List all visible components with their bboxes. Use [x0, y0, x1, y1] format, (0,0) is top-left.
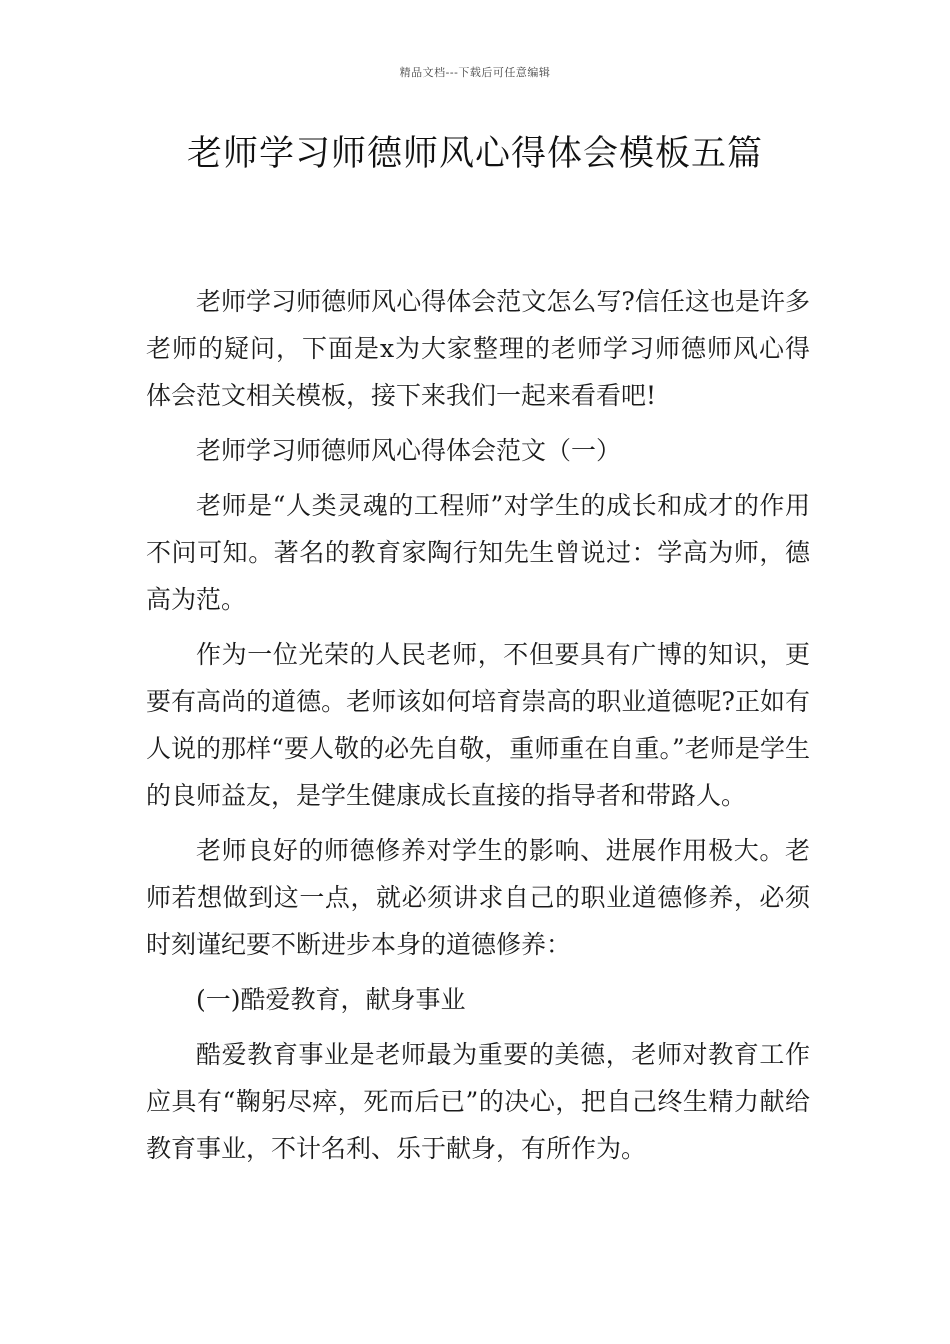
- paragraph: 老师良好的师德修养对学生的影响、进展作用极大。老师若想做到这一点，就必须讲求自己的职业道德修养，必须时刻谨纪要不断进步本身的道德修养：: [146, 836, 810, 959]
- paragraph-intro: 老师学习师德师风心得体会范文怎么写?信任这也是许多老师的疑问，下面是x为大家整理的老师学习师德师风心得体会范文相关模板，接下来我们一起来看看吧!: [146, 287, 810, 410]
- paragraph: 作为一位光荣的人民老师，不但要具有广博的知识，更要有高尚的道德。老师该如何培育崇高的职业道德呢?正如有人说的那样“要人敬的必先自敬，重师重在自重。”老师是学生的良师益友，是学生健康成长直接的指导者和带路人。: [146, 640, 810, 810]
- header-note: 精品文档---下载后可任意编辑: [399, 66, 551, 79]
- paragraph: 酷爱教育事业是老师最为重要的美德，老师对教育工作应具有“鞠躬尽瘁，死而后已”的决心，把自己终生精力献给教育事业，不计名利、乐于献身，有所作为。: [146, 1040, 810, 1163]
- document-title: 老师学习师德师风心得体会模板五篇: [186, 134, 763, 174]
- document-body: [146, 278, 810, 1180]
- paragraph: 老师是“人类灵魂的工程师”对学生的成长和成才的作用不问可知。著名的教育家陶行知先生曾说过：学高为师，德高为范。: [146, 491, 810, 614]
- section-heading-1: 老师学习师德师风心得体会范文（一）: [196, 436, 622, 465]
- subsection-heading: (一)酷爱教育，献身事业: [196, 985, 466, 1014]
